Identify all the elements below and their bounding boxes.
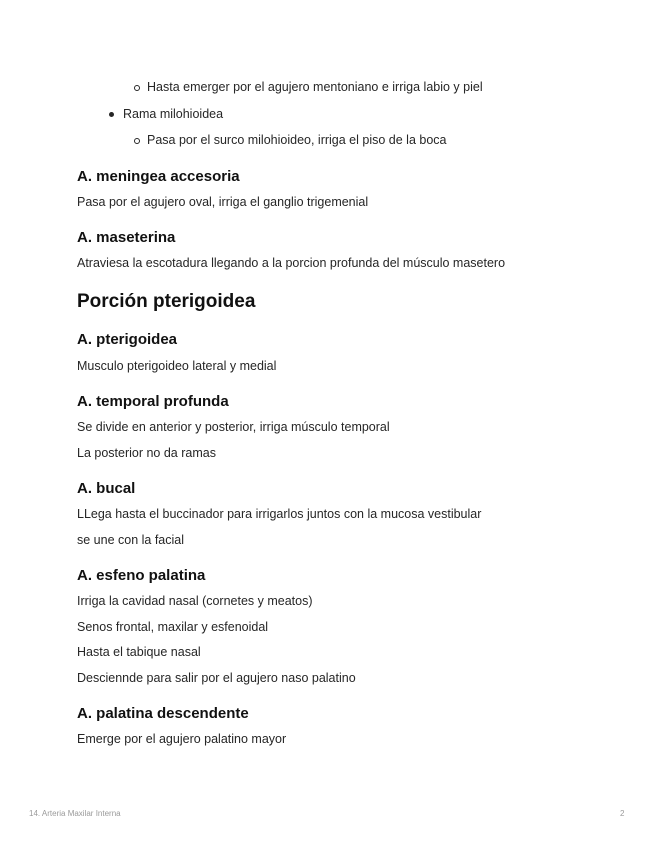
list-subitem: Hasta emerger por el agujero mentoniano e irriga labio y piel xyxy=(147,80,483,94)
hollow-bullet-icon xyxy=(134,138,140,144)
list-item: Rama milohioidea xyxy=(123,107,224,121)
paragraph: Desciennde para salir por el agujero naso palatino xyxy=(77,671,356,685)
hollow-bullet-icon xyxy=(134,85,140,91)
bullet-icon xyxy=(109,112,114,117)
section-heading: A. maseterina xyxy=(77,229,176,246)
section-heading: A. temporal profunda xyxy=(77,393,229,410)
paragraph: Senos frontal, maxilar y esfenoidal xyxy=(77,620,269,634)
paragraph: Se divide en anterior y posterior, irriga músculo temporal xyxy=(77,420,390,434)
list-subitem: Pasa por el surco milohioideo, irriga el piso de la boca xyxy=(147,133,447,147)
paragraph: Irriga la cavidad nasal (cornetes y meatos) xyxy=(77,594,313,608)
paragraph: Atraviesa la escotadura llegando a la porcion profunda del músculo masetero xyxy=(77,256,506,270)
paragraph: Hasta el tabique nasal xyxy=(77,645,201,659)
paragraph: LLega hasta el buccinador para irrigarlos juntos con la mucosa vestibular xyxy=(77,507,482,521)
section-heading: A. meningea accesoria xyxy=(77,168,240,185)
section-heading: A. pterigoidea xyxy=(77,331,178,348)
paragraph: Emerge por el agujero palatino mayor xyxy=(77,732,287,746)
section-heading: A. palatina descendente xyxy=(77,705,249,722)
section-heading: A. bucal xyxy=(77,480,136,497)
paragraph: se une con la facial xyxy=(77,533,185,547)
paragraph: La posterior no da ramas xyxy=(77,446,216,460)
paragraph: Pasa por el agujero oval, irriga el ganglio trigemenial xyxy=(77,195,369,209)
major-heading: Porción pterigoidea xyxy=(77,291,256,312)
section-heading: A. esfeno palatina xyxy=(77,567,206,584)
paragraph: Musculo pterigoideo lateral y medial xyxy=(77,359,277,373)
footer-document-title: 14. Arteria Maxilar Interna xyxy=(29,809,121,818)
page-number: 2 xyxy=(620,809,625,818)
